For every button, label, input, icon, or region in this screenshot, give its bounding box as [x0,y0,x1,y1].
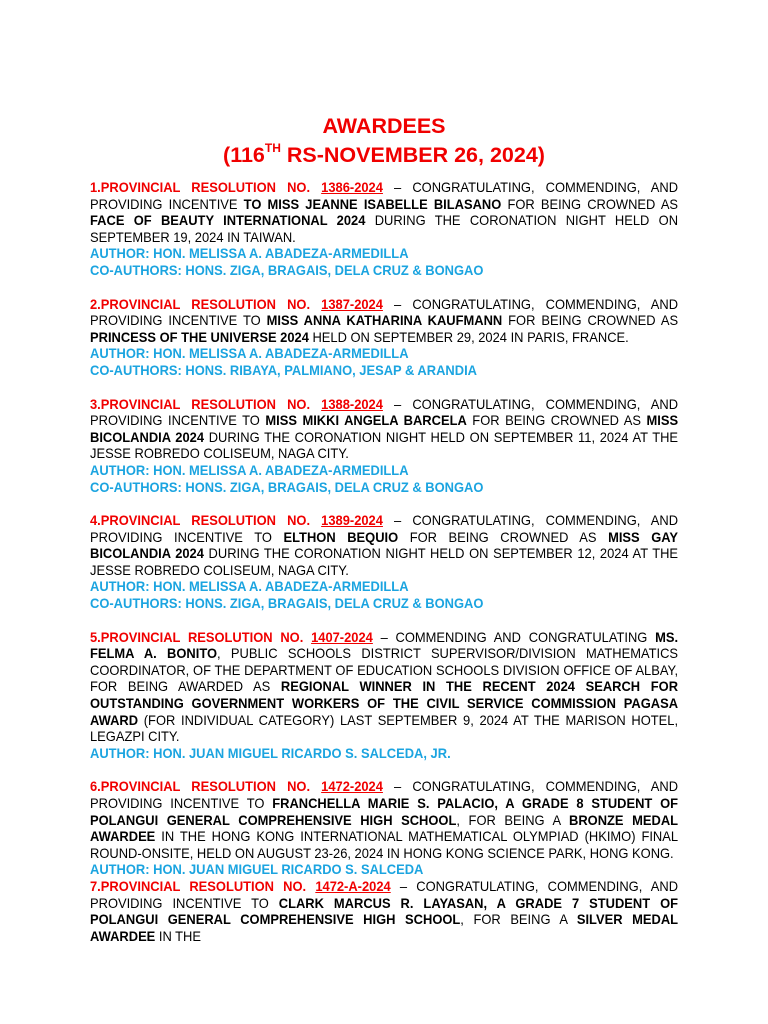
resolution-text: , PUBLIC SCHOOLS DISTRICT SUPERVISOR/DIVISION MATHEMATICS COORDINATOR, OF THE DEPARTMENT OF EDUCATION SCHOOLS DIVISION OFFICE OF ALBAY, FOR BEING AWARDED AS [90,646,679,695]
resolution-prefix: PROVINCIAL RESOLUTION NO. [100,396,311,412]
resolution-label [90,630,373,645]
resolution-body [90,779,678,862]
resolution-entry [90,513,678,613]
resolution-highlight: MISS GAY BICOLANDIA 2024 [90,529,679,562]
resolution-coauthors: CO-AUTHORS: HONS. ZIGA, BRAGAIS, DELA CRUZ & BONGAO [90,262,484,278]
resolution-coauthors: CO-AUTHORS: HONS. ZIGA, BRAGAIS, DELA CRUZ & BONGAO [90,596,484,612]
resolution-index: 6. [90,779,101,795]
resolution-prefix: PROVINCIAL RESOLUTION NO. [100,878,307,894]
resolution-coauthors: CO-AUTHORS: HONS. RIBAYA, PALMIANO, JESAP & ARANDIA [90,362,477,378]
resolution-entry [90,630,678,763]
resolution-index: 2. [90,296,101,312]
resolution-highlight: ELTHON BEQUIO [283,529,399,545]
resolution-number: 1389-2024 [321,513,383,529]
resolution-highlight: MISS MIKKI ANGELA BARCELA [265,413,467,429]
resolution-highlight: CLARK MARCUS R. LAYASAN, A GRADE 7 STUDENT OF POLANGUI GENERAL COMPREHENSIVE HIGH SCHOOL [90,895,679,928]
resolution-body [90,630,678,746]
resolution-highlight: MISS BICOLANDIA 2024 [90,413,679,445]
resolution-text: – CONGRATULATING, COMMENDING, AND PROVIDING INCENTIVE TO [90,779,679,811]
resolution-highlight: TO MISS JEANNE ISABELLE BILASANO [243,196,502,212]
resolution-index: 4. [90,513,101,529]
resolution-index: 1. [90,180,101,195]
resolution-highlight: SILVER MEDAL AWARDEE [90,912,679,944]
resolution-number: 1386-2024 [321,180,383,195]
resolution-text: FOR BEING CROWNED AS [502,313,679,329]
resolution-body [90,879,678,945]
resolution-text: – COMMENDING AND CONGRATULATING [372,629,656,645]
session-sup: TH [264,140,281,155]
resolution-text: IN THE [155,928,201,944]
resolution-text: HELD ON SEPTEMBER 29, 2024 IN PARIS, FRANCE. [308,329,629,345]
resolution-text: – CONGRATULATING, COMMENDING, AND PROVIDING INCENTIVE TO [90,513,679,545]
resolution-text: – CONGRATULATING, COMMENDING, AND PROVIDING INCENTIVE TO [90,296,679,329]
resolution-coauthors: CO-AUTHORS: HONS. ZIGA, BRAGAIS, DELA CRUZ & BONGAO [90,479,484,495]
resolution-text: , FOR BEING A [460,912,577,928]
resolution-entry [90,397,678,497]
session-post: RS-NOVEMBER 26, 2024) [280,143,545,167]
resolution-highlight: PRINCESS OF THE UNIVERSE 2024 [90,329,309,345]
resolution-number: 1407-2024 [311,629,373,645]
resolution-index: 5. [90,629,101,645]
resolution-highlight: REGIONAL WINNER IN THE RECENT 2024 SEARCH FOR OUTSTANDING GOVERNMENT WORKERS OF THE CIVIL SERVICE COMMISSION PAGASA AWARD [90,679,679,728]
resolution-prefix: PROVINCIAL RESOLUTION NO. [100,296,311,312]
resolution-entry [90,879,678,945]
resolution-text: , FOR BEING A [456,812,569,828]
resolution-index: 7. [90,878,101,894]
resolution-entry [90,180,678,280]
resolution-body [90,513,678,579]
document-title [0,112,768,170]
resolution-label [90,180,383,195]
resolution-number: 1472-2024 [321,779,383,795]
title-session [0,141,768,170]
resolution-prefix: PROVINCIAL RESOLUTION NO. [100,513,311,529]
resolution-text: – CONGRATULATING, COMMENDING, AND PROVIDING INCENTIVE [90,180,679,212]
resolution-prefix: PROVINCIAL RESOLUTION NO. [100,629,304,645]
resolution-number: 1388-2024 [321,396,383,412]
resolution-label [90,879,391,894]
resolution-label [90,297,383,312]
resolution-body [90,180,678,246]
resolution-text: DURING THE CORONATION NIGHT HELD ON SEPTEMBER 11, 2024 AT THE JESSE ROBREDO COLISEUM, NAGA CITY. [90,429,679,462]
resolution-highlight: FACE OF BEAUTY INTERNATIONAL 2024 [90,213,366,229]
resolution-text: DURING THE CORONATION NIGHT HELD ON SEPTEMBER 19, 2024 IN TAIWAN. [90,213,679,245]
resolution-text: DURING THE CORONATION NIGHT HELD ON SEPTEMBER 12, 2024 AT THE JESSE ROBREDO COLISEUM, NAGA CITY. [90,546,679,578]
resolution-body [90,297,678,347]
resolution-label [90,397,383,412]
resolution-highlight: BRONZE MEDAL AWARDEE [90,812,679,845]
resolution-highlight: FRANCHELLA MARIE S. PALACIO, A GRADE 8 STUDENT OF POLANGUI GENERAL COMPREHENSIVE HIGH SCHOOL [90,796,679,828]
resolution-list [90,180,678,962]
session-pre: (116 [223,143,265,167]
resolution-text: FOR BEING CROWNED AS [466,413,647,429]
resolution-entry [90,779,678,879]
resolution-prefix: PROVINCIAL RESOLUTION NO. [100,779,311,795]
resolution-number: 1472-A-2024 [315,878,391,894]
resolution-text: – CONGRATULATING, COMMENDING, AND PROVIDING INCENTIVE TO [90,396,679,429]
resolution-author: AUTHOR: HON. MELISSA A. ABADEZA-ARMEDILLA [90,579,409,595]
resolution-author: AUTHOR: HON. MELISSA A. ABADEZA-ARMEDILLA [90,346,409,362]
resolution-prefix: PROVINCIAL RESOLUTION NO. [100,180,311,195]
title-awardees: AWARDEES [322,114,446,138]
resolution-author: AUTHOR: HON. JUAN MIGUEL RICARDO S. SALCEDA [90,862,424,878]
resolution-text: IN THE HONG KONG INTERNATIONAL MATHEMATICAL OLYMPIAD (HKIMO) FINAL ROUND-ONSITE, HELD ON AUGUST 23-26, 2024 IN HONG KONG SCIENCE PARK, HONG KONG. [90,829,679,861]
resolution-number: 1387-2024 [321,296,383,312]
resolution-highlight: MS. FELMA A. BONITO [90,629,679,662]
resolution-text: (FOR INDIVIDUAL CATEGORY) LAST SEPTEMBER 9, 2024 AT THE MARISON HOTEL, LEGAZPI CITY. [90,712,679,745]
resolution-text: FOR BEING CROWNED AS [501,196,679,212]
resolution-index: 3. [90,396,101,412]
resolution-body [90,397,678,463]
resolution-entry [90,297,678,380]
resolution-author: AUTHOR: HON. JUAN MIGUEL RICARDO S. SALCEDA, JR. [90,745,451,761]
resolution-highlight: MISS ANNA KATHARINA KAUFMANN [266,313,503,329]
resolution-text: – CONGRATULATING, COMMENDING, AND PROVIDING INCENTIVE TO [90,878,679,911]
resolution-label [90,779,383,794]
resolution-author: AUTHOR: HON. MELISSA A. ABADEZA-ARMEDILLA [90,462,409,478]
resolution-author: AUTHOR: HON. MELISSA A. ABADEZA-ARMEDILLA [90,246,409,262]
resolution-label [90,513,383,528]
resolution-text: FOR BEING CROWNED AS [398,529,609,545]
